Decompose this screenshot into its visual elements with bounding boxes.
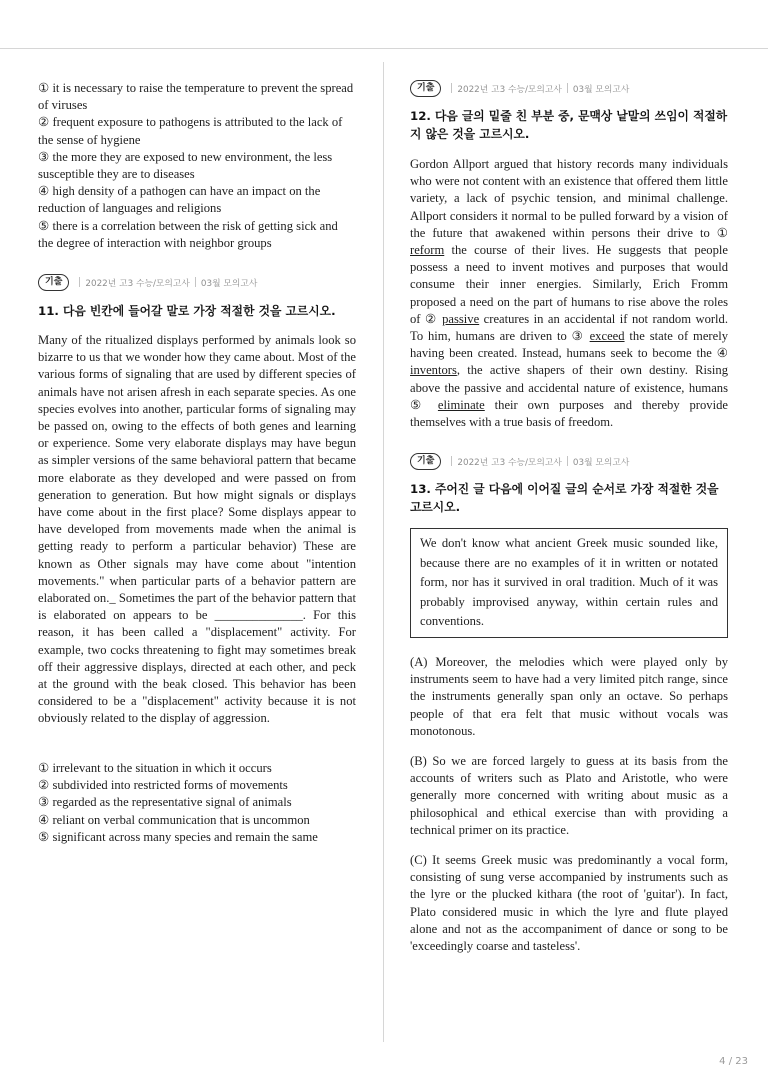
q12-underline-1: reform	[410, 243, 445, 258]
q12-text-5: , the active shapers of their own destiny. Rising above the passive and accidental nature of existence, humans ⑤	[410, 363, 728, 412]
q11-title: 11. 다음 빈칸에 들어갈 말로 가장 적절한 것을 고르시오.	[38, 304, 336, 318]
q10-option-2[interactable]: ② frequent exposure to pathogens is attributed to the lack of the sense of hygiene	[38, 115, 343, 147]
q12-source-year: 2022년 고3 수능/모의고사	[457, 84, 562, 95]
q12-source-tag	[410, 78, 629, 98]
q13-title: 13. 주어진 글 다음에 이어질 글의 순서로 가장 적절한 것을 고르시오.	[410, 482, 719, 514]
q11-tag-pill: 기출	[38, 274, 69, 291]
q13-tag-separator-2	[567, 456, 568, 466]
q11-tag-separator	[79, 277, 80, 287]
q12-passage	[410, 156, 728, 431]
q12-tag-separator-2	[567, 83, 568, 93]
q11-tag-separator-2	[195, 277, 196, 287]
q12-text-6: their own purposes and thereby provide themselves with a true basis of freedom.	[410, 397, 728, 430]
q12-source-exam: 03월 모의고사	[572, 84, 630, 95]
q11-option-5[interactable]: ⑤ significant across many species and remain the same	[38, 829, 318, 844]
q11-passage: Many of the ritualized displays performed by animals look so bizarre to us that we wonder how they came about. Most of the various forms of signaling that are used by different species of animals have not arisen afresh in each separate species. As one species evolves into another, particular forms of signaling may be passed on, owing to the effects of both genes and learning or experience. Some very elaborate displays may have begun as simpler versions of the same behavioral pattern that became more elaborate as they developed and were passed on from generation to generation. But how might signals or displays have come about in the first place? Some displays appear to have developed from movements made when the animal is getting ready to perform a particular behavior) These are known as Other signals may have come about "intention movements." when particular parts of a behavior pattern are elaborated on._ Sometimes the part of the behavior pattern that is elaborated on appears to be ______________. For this reason, it has been called a "displacement" activity. For example, two cocks threatening to fight may sometimes break off their aggressive displays, directed at each other, and peck at the ground with the beak closed. This behavior has been considered to be a "displacement" activity because it is not obviously related to the display of aggression.	[38, 333, 356, 726]
q12-underline-5: eliminate	[437, 397, 485, 412]
q11-option-1[interactable]: ① irrelevant to the situation in which it occurs	[38, 761, 272, 775]
q12-title: 12. 다음 글의 밑줄 친 부분 중, 문맥상 낱말의 쓰임이 적절하지 않은 것을 고르시오.	[410, 109, 728, 141]
q11-options	[38, 760, 356, 846]
q13-source-tag	[410, 451, 629, 471]
q13-given-passage-box: We don't know what ancient Greek music sounded like, because there are no examples of it in written or notated form, nor has it survived in oral tradition. Much of it was probably improvised anyway, within certain rules and conventions.	[410, 528, 728, 638]
q13-source-year: 2022년 고3 수능/모의고사	[457, 457, 562, 468]
q12-text-4: the state of merely having been created. Instead, humans seek to become the ④	[410, 329, 729, 361]
q13-paragraph-b: (B) So we are forced largely to guess at its basis from the accounts of writers such as Plato and Aristotle, who were generally more concerned with writing about music as a philosophical and ethical exercise than with providing a technical primer on its practice.	[410, 754, 728, 837]
q13-paragraph-c: (C) It seems Greek music was predominantly a vocal form, consisting of sung verse accompanied by instruments such as the lyre or the plucked kithara (the root of 'guitar'). In fact, Plato considered music in which the lyre and flute played alone and not as the accompaniment of dance or song to be 'exceedingly coarse and tasteless'.	[410, 853, 728, 954]
q10-option-5[interactable]: ⑤ there is a correlation between the risk of getting sick and the degree of interaction with neighbor groups	[38, 218, 338, 250]
q11-option-3[interactable]: ③ regarded as the representative signal of animals	[38, 795, 292, 810]
q12-underline-3: exceed	[589, 329, 625, 344]
q10-options	[38, 80, 356, 252]
q10-option-4[interactable]: ④ high density of a pathogen can have an impact on the reduction of languages and religions	[38, 184, 321, 216]
q13-tag-pill: 기출	[410, 453, 441, 470]
q13-source-exam: 03월 모의고사	[572, 457, 630, 468]
q11-source-tag	[38, 272, 257, 292]
q12-underline-2: passive	[442, 311, 480, 326]
q12-text-3: creatures in an accidental if not random world. To him, humans are driven to ③	[410, 311, 729, 344]
q11-source-year: 2022년 고3 수능/모의고사	[85, 278, 190, 289]
q10-option-1[interactable]: ① it is necessary to raise the temperature to prevent the spread of viruses	[38, 81, 354, 113]
q12-tag-separator	[451, 83, 452, 93]
page-number: 4 / 23	[719, 1056, 748, 1067]
q12-text-2: the course of their lives. He suggests that people possess a need to invent motives and purposes that would consume their inner energies. Similarly, Erich Fromm proposed a need on the part of humans to rise above the roles of ②	[410, 243, 728, 326]
q12-underline-4: inventors	[410, 363, 457, 378]
q10-option-3[interactable]: ③ the more they are exposed to new environment, the less susceptible they are to diseases	[38, 149, 333, 182]
q11-source-exam: 03월 모의고사	[200, 278, 258, 289]
header-divider	[0, 48, 768, 49]
q12-tag-pill: 기출	[410, 80, 441, 97]
q11-option-2[interactable]: ② subdivided into restricted forms of movements	[38, 778, 288, 793]
q12-text-1: Gordon Allport argued that history records many individuals who were not content with an existence that offered them little variety, a lack of psychic tension, and minimal challenge. Allport considers it normal to be pulled forward by a vision of the future that awakened within persons their drive to ①	[410, 157, 728, 240]
q13-tag-separator	[451, 456, 452, 466]
q13-paragraph-a: (A) Moreover, the melodies which were played only by instruments seem to have had a very limited pitch range, since the instruments generally span only an octave. So perhaps people of that era felt that music without vocals was monotonous.	[410, 655, 728, 738]
q11-option-4[interactable]: ④ reliant on verbal communication that is uncommon	[38, 812, 310, 827]
column-divider	[383, 62, 384, 1042]
